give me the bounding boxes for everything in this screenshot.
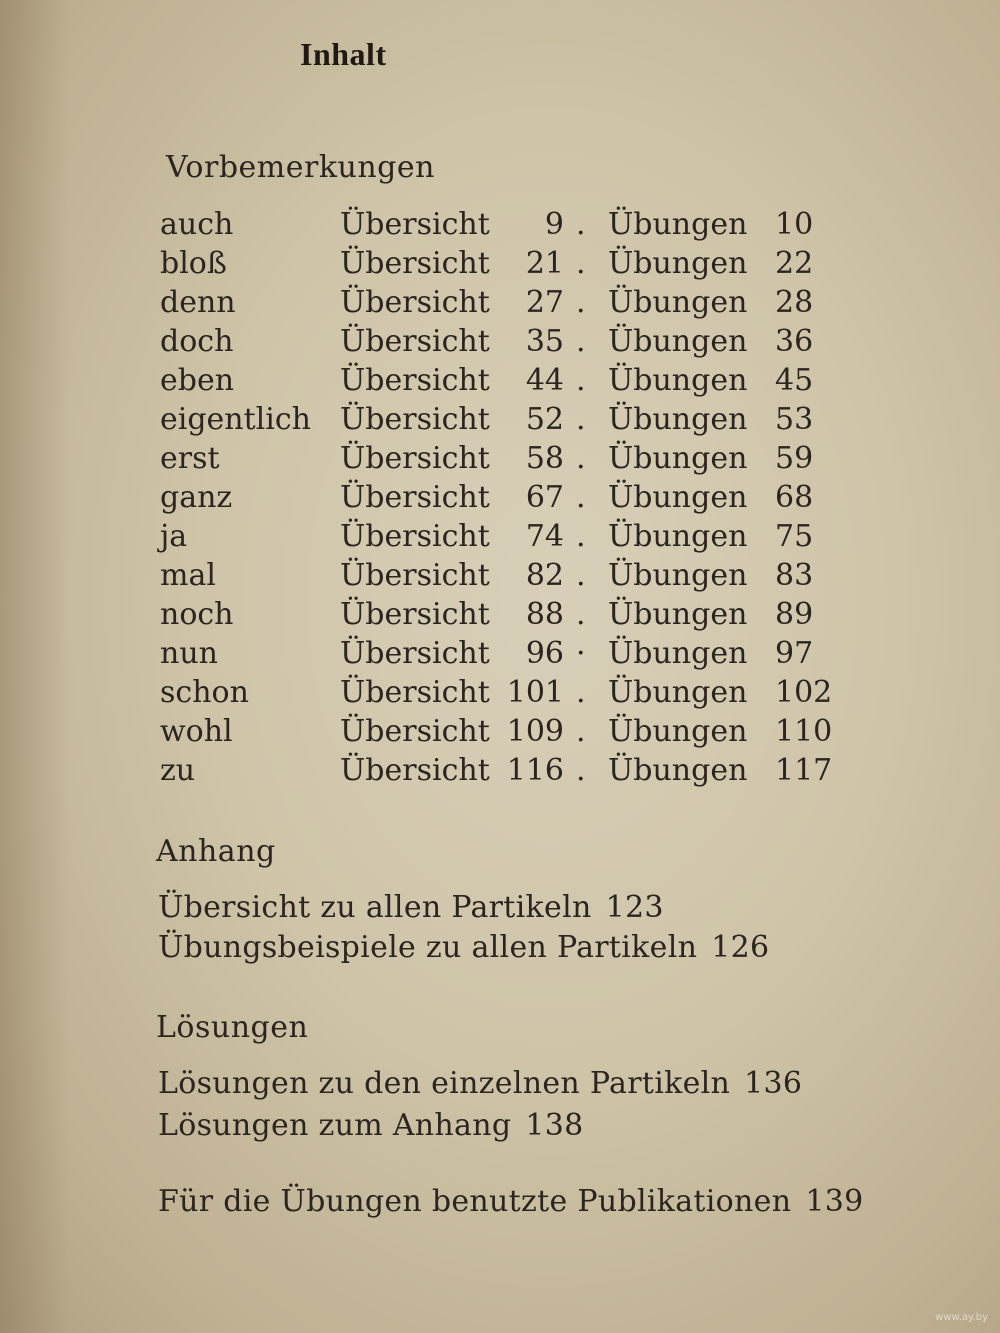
loesungen-entry xyxy=(158,1108,584,1143)
toc-word: schon xyxy=(160,675,249,710)
toc-uebungen-page: 89 xyxy=(775,597,814,632)
entry-text: Übersicht zu allen Partikeln xyxy=(158,890,592,925)
entry-text: Übungsbeispiele zu allen Partikeln xyxy=(158,930,698,965)
entry-text: Lösungen zum Anhang xyxy=(158,1108,512,1143)
entry-page: 139 xyxy=(805,1184,864,1219)
vorbemerkungen-heading: Vorbemerkungen xyxy=(166,150,435,185)
toc-separator: . xyxy=(576,324,586,359)
toc-uebungen-page: 110 xyxy=(775,714,833,749)
toc-uebungen-label: Übungen xyxy=(608,363,748,398)
toc-row xyxy=(160,712,840,751)
toc-uebersicht-page: 44 xyxy=(525,363,564,398)
toc-uebersicht-page: 67 xyxy=(525,480,564,515)
toc-word: mal xyxy=(160,558,216,593)
toc-uebersicht-label: Übersicht xyxy=(340,636,490,671)
toc-row xyxy=(160,634,840,673)
toc-uebersicht-label: Übersicht xyxy=(340,207,490,242)
toc-uebungen-page: 117 xyxy=(775,753,833,788)
toc-uebersicht-page: 74 xyxy=(525,519,564,554)
toc-row xyxy=(160,595,840,634)
entry-page: 123 xyxy=(605,890,664,925)
toc-uebersicht-label: Übersicht xyxy=(340,480,490,515)
toc-uebersicht-page: 109 xyxy=(506,714,564,749)
toc-word: doch xyxy=(160,324,234,359)
toc-uebungen-page: 75 xyxy=(775,519,814,554)
toc-word: zu xyxy=(160,753,196,788)
toc-separator: . xyxy=(576,207,586,242)
page-edge-shadow xyxy=(0,0,70,1333)
toc-uebungen-page: 28 xyxy=(775,285,814,320)
toc-uebungen-label: Übungen xyxy=(608,558,748,593)
toc-uebersicht-page: 88 xyxy=(525,597,564,632)
toc-uebungen-label: Übungen xyxy=(608,285,748,320)
toc-uebungen-label: Übungen xyxy=(608,402,748,437)
toc-uebersicht-page: 116 xyxy=(506,753,564,788)
toc-uebungen-label: Übungen xyxy=(608,636,748,671)
toc-row xyxy=(160,478,840,517)
toc-word: eben xyxy=(160,363,235,398)
toc-row xyxy=(160,244,840,283)
toc-uebersicht-page: 27 xyxy=(525,285,564,320)
toc-row xyxy=(160,517,840,556)
toc-word: denn xyxy=(160,285,236,320)
toc-uebungen-page: 36 xyxy=(775,324,814,359)
toc-uebersicht-page: 101 xyxy=(506,675,564,710)
toc-uebungen-label: Übungen xyxy=(608,441,748,476)
toc-separator: . xyxy=(576,441,586,476)
toc-word: ja xyxy=(160,519,188,554)
toc-separator: . xyxy=(576,714,586,749)
loesungen-entry xyxy=(158,1066,802,1101)
toc-uebungen-label: Übungen xyxy=(608,519,748,554)
toc-word: auch xyxy=(160,207,234,242)
toc-word: wohl xyxy=(160,714,233,749)
toc-row xyxy=(160,283,840,322)
loesungen-heading: Lösungen xyxy=(156,1010,309,1045)
toc-uebersicht-label: Übersicht xyxy=(340,402,490,437)
toc-uebersicht-label: Übersicht xyxy=(340,753,490,788)
toc-row xyxy=(160,439,840,478)
entry-page: 136 xyxy=(744,1066,803,1101)
toc-uebersicht-label: Übersicht xyxy=(340,246,490,281)
toc-row xyxy=(160,322,840,361)
toc-separator: . xyxy=(576,675,586,710)
toc-table xyxy=(160,205,840,790)
toc-row xyxy=(160,400,840,439)
toc-separator: . xyxy=(576,402,586,437)
toc-separator: . xyxy=(576,597,586,632)
anhang-entry xyxy=(158,890,664,925)
toc-uebungen-label: Übungen xyxy=(608,753,748,788)
publikationen-entry xyxy=(158,1184,864,1219)
toc-uebungen-page: 22 xyxy=(775,246,814,281)
toc-separator: . xyxy=(576,558,586,593)
toc-separator: . xyxy=(576,753,586,788)
toc-separator: . xyxy=(576,285,586,320)
toc-word: erst xyxy=(160,441,220,476)
toc-word: ganz xyxy=(160,480,233,515)
anhang-heading: Anhang xyxy=(156,834,276,869)
toc-separator: . xyxy=(576,246,586,281)
toc-word: nun xyxy=(160,636,218,671)
toc-word: noch xyxy=(160,597,234,632)
toc-uebungen-page: 97 xyxy=(775,636,814,671)
page-title: Inhalt xyxy=(300,36,387,72)
entry-page: 126 xyxy=(711,930,770,965)
toc-uebungen-page: 45 xyxy=(775,363,814,398)
toc-separator: . xyxy=(576,363,586,398)
entry-page: 138 xyxy=(525,1108,584,1143)
toc-uebungen-label: Übungen xyxy=(608,597,748,632)
toc-word: bloß xyxy=(160,246,227,281)
toc-row xyxy=(160,361,840,400)
toc-uebersicht-label: Übersicht xyxy=(340,597,490,632)
toc-separator: . xyxy=(576,480,586,515)
toc-uebungen-label: Übungen xyxy=(608,207,748,242)
toc-uebungen-page: 83 xyxy=(775,558,814,593)
toc-row xyxy=(160,205,840,244)
toc-uebungen-page: 53 xyxy=(775,402,814,437)
toc-separator: . xyxy=(576,519,586,554)
entry-text: Für die Übungen benutzte Publikationen xyxy=(158,1184,792,1219)
toc-uebersicht-label: Übersicht xyxy=(340,285,490,320)
toc-row xyxy=(160,556,840,595)
toc-uebersicht-page: 21 xyxy=(525,246,564,281)
toc-separator: · xyxy=(576,636,586,671)
toc-row xyxy=(160,673,840,712)
toc-uebungen-label: Übungen xyxy=(608,480,748,515)
toc-uebersicht-page: 35 xyxy=(525,324,564,359)
toc-row xyxy=(160,751,840,790)
toc-uebungen-page: 68 xyxy=(775,480,814,515)
toc-uebungen-label: Übungen xyxy=(608,246,748,281)
toc-uebungen-page: 102 xyxy=(775,675,833,710)
watermark: www.ay.by xyxy=(935,1312,988,1323)
toc-uebersicht-label: Übersicht xyxy=(340,558,490,593)
toc-uebersicht-page: 52 xyxy=(525,402,564,437)
toc-uebersicht-label: Übersicht xyxy=(340,363,490,398)
toc-uebersicht-label: Übersicht xyxy=(340,675,490,710)
toc-uebersicht-label: Übersicht xyxy=(340,519,490,554)
toc-uebungen-label: Übungen xyxy=(608,714,748,749)
toc-uebungen-label: Übungen xyxy=(608,675,748,710)
entry-text: Lösungen zu den einzelnen Partikeln xyxy=(158,1066,731,1101)
toc-uebersicht-page: 82 xyxy=(525,558,564,593)
toc-uebersicht-label: Übersicht xyxy=(340,714,490,749)
anhang-entry xyxy=(158,930,769,965)
toc-uebersicht-page: 9 xyxy=(544,207,564,242)
toc-uebungen-page: 10 xyxy=(775,207,814,242)
toc-uebersicht-label: Übersicht xyxy=(340,441,490,476)
toc-uebersicht-page: 58 xyxy=(525,441,564,476)
toc-uebungen-label: Übungen xyxy=(608,324,748,359)
toc-uebersicht-label: Übersicht xyxy=(340,324,490,359)
toc-uebungen-page: 59 xyxy=(775,441,814,476)
toc-word: eigentlich xyxy=(160,402,311,437)
toc-uebersicht-page: 96 xyxy=(525,636,564,671)
